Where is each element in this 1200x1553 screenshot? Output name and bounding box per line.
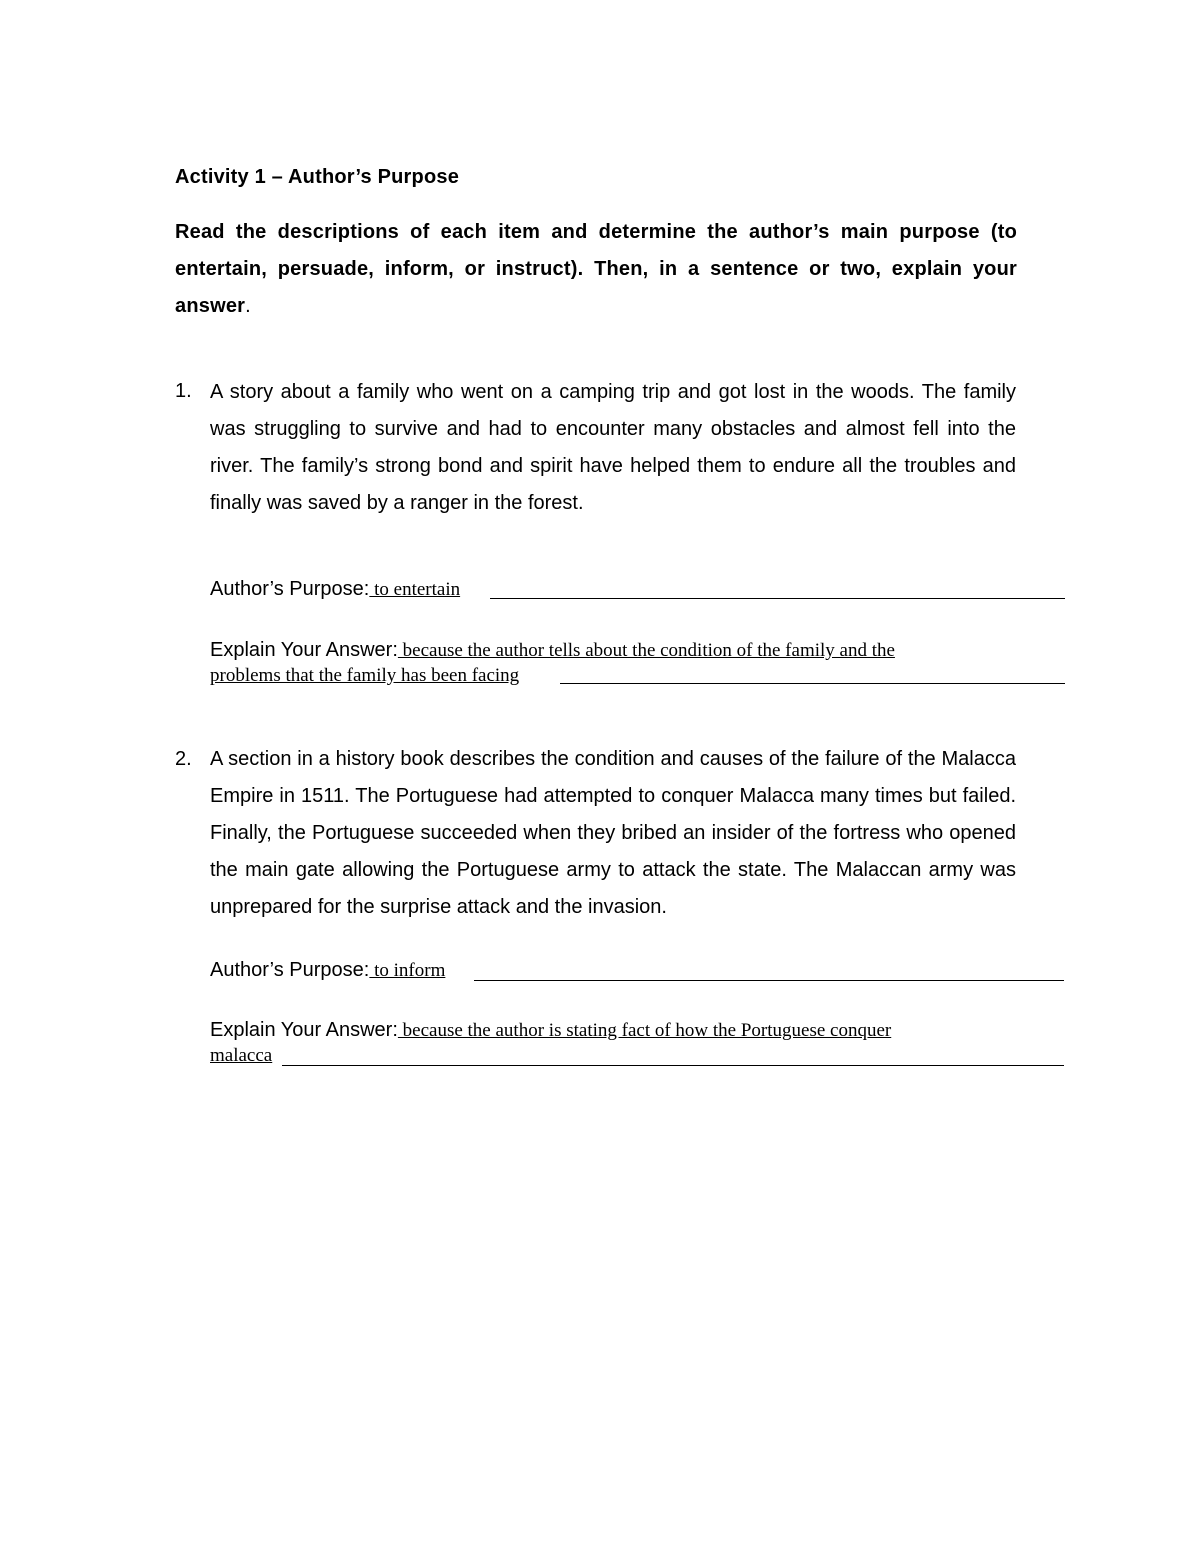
item-2-explain-label: Explain Your Answer: — [210, 1019, 398, 1041]
item-2-number: 2. — [175, 748, 192, 770]
item-2-purpose-answer: to inform — [369, 960, 446, 981]
item-1-purpose-label: Author’s Purpose: — [210, 578, 370, 600]
item-2-purpose-field — [210, 959, 1065, 982]
item-2-text: A section in a history book describes the condition and causes of the failure of the Malacca Empire in 1511. The Portuguese had attempted to conquer Malacca many times but failed. Finally, the Portuguese succeeded when they bribed an insider of the fortress who opened the main gate allowing the Portuguese army to attack the state. The Malaccan army was unprepared for the surprise attack and the invasion. — [210, 748, 1016, 918]
item-2-purpose-label: Author’s Purpose: — [210, 959, 370, 981]
item-2-purpose-underline — [474, 980, 1064, 981]
activity-title: Activity 1 – Author’s Purpose — [175, 166, 460, 188]
item-1-explain-field — [210, 638, 1065, 688]
item-1-explain-underline — [560, 683, 1065, 684]
item-1-text: A story about a family who went on a camping trip and got lost in the woods. The family was struggling to survive and had to encounter many obstacles and almost fell into the river. The family’s strong bond and spirit have helped them to endure all the troubles and finally was saved by a ranger in the forest. — [210, 381, 1016, 514]
item-2-explain-underline — [282, 1065, 1064, 1066]
item-1-purpose-answer: to entertain — [369, 579, 461, 600]
item-2-explain-answer-line1: because the author is stating fact of how the Portuguese conquer — [397, 1020, 892, 1041]
item-1-explain-answer-line1: because the author tells about the condition of the family and the — [397, 640, 895, 661]
item-2-explain-answer-line2: malacca — [210, 1045, 273, 1066]
instructions — [175, 214, 1017, 325]
item-2-explain-field — [210, 1018, 1065, 1068]
item-1-explain-label: Explain Your Answer: — [210, 639, 398, 661]
item-1-purpose-underline — [490, 598, 1065, 599]
item-1-number: 1. — [175, 380, 192, 402]
item-1-explain-answer-line2: problems that the family has been facing — [210, 665, 520, 686]
instructions-period: . — [245, 295, 251, 317]
instructions-text: Read the descriptions of each item and determine the author’s main purpose (to entertain, persuade, inform, or instruct). Then, in a sentence or two, explain your answer — [175, 221, 1017, 317]
